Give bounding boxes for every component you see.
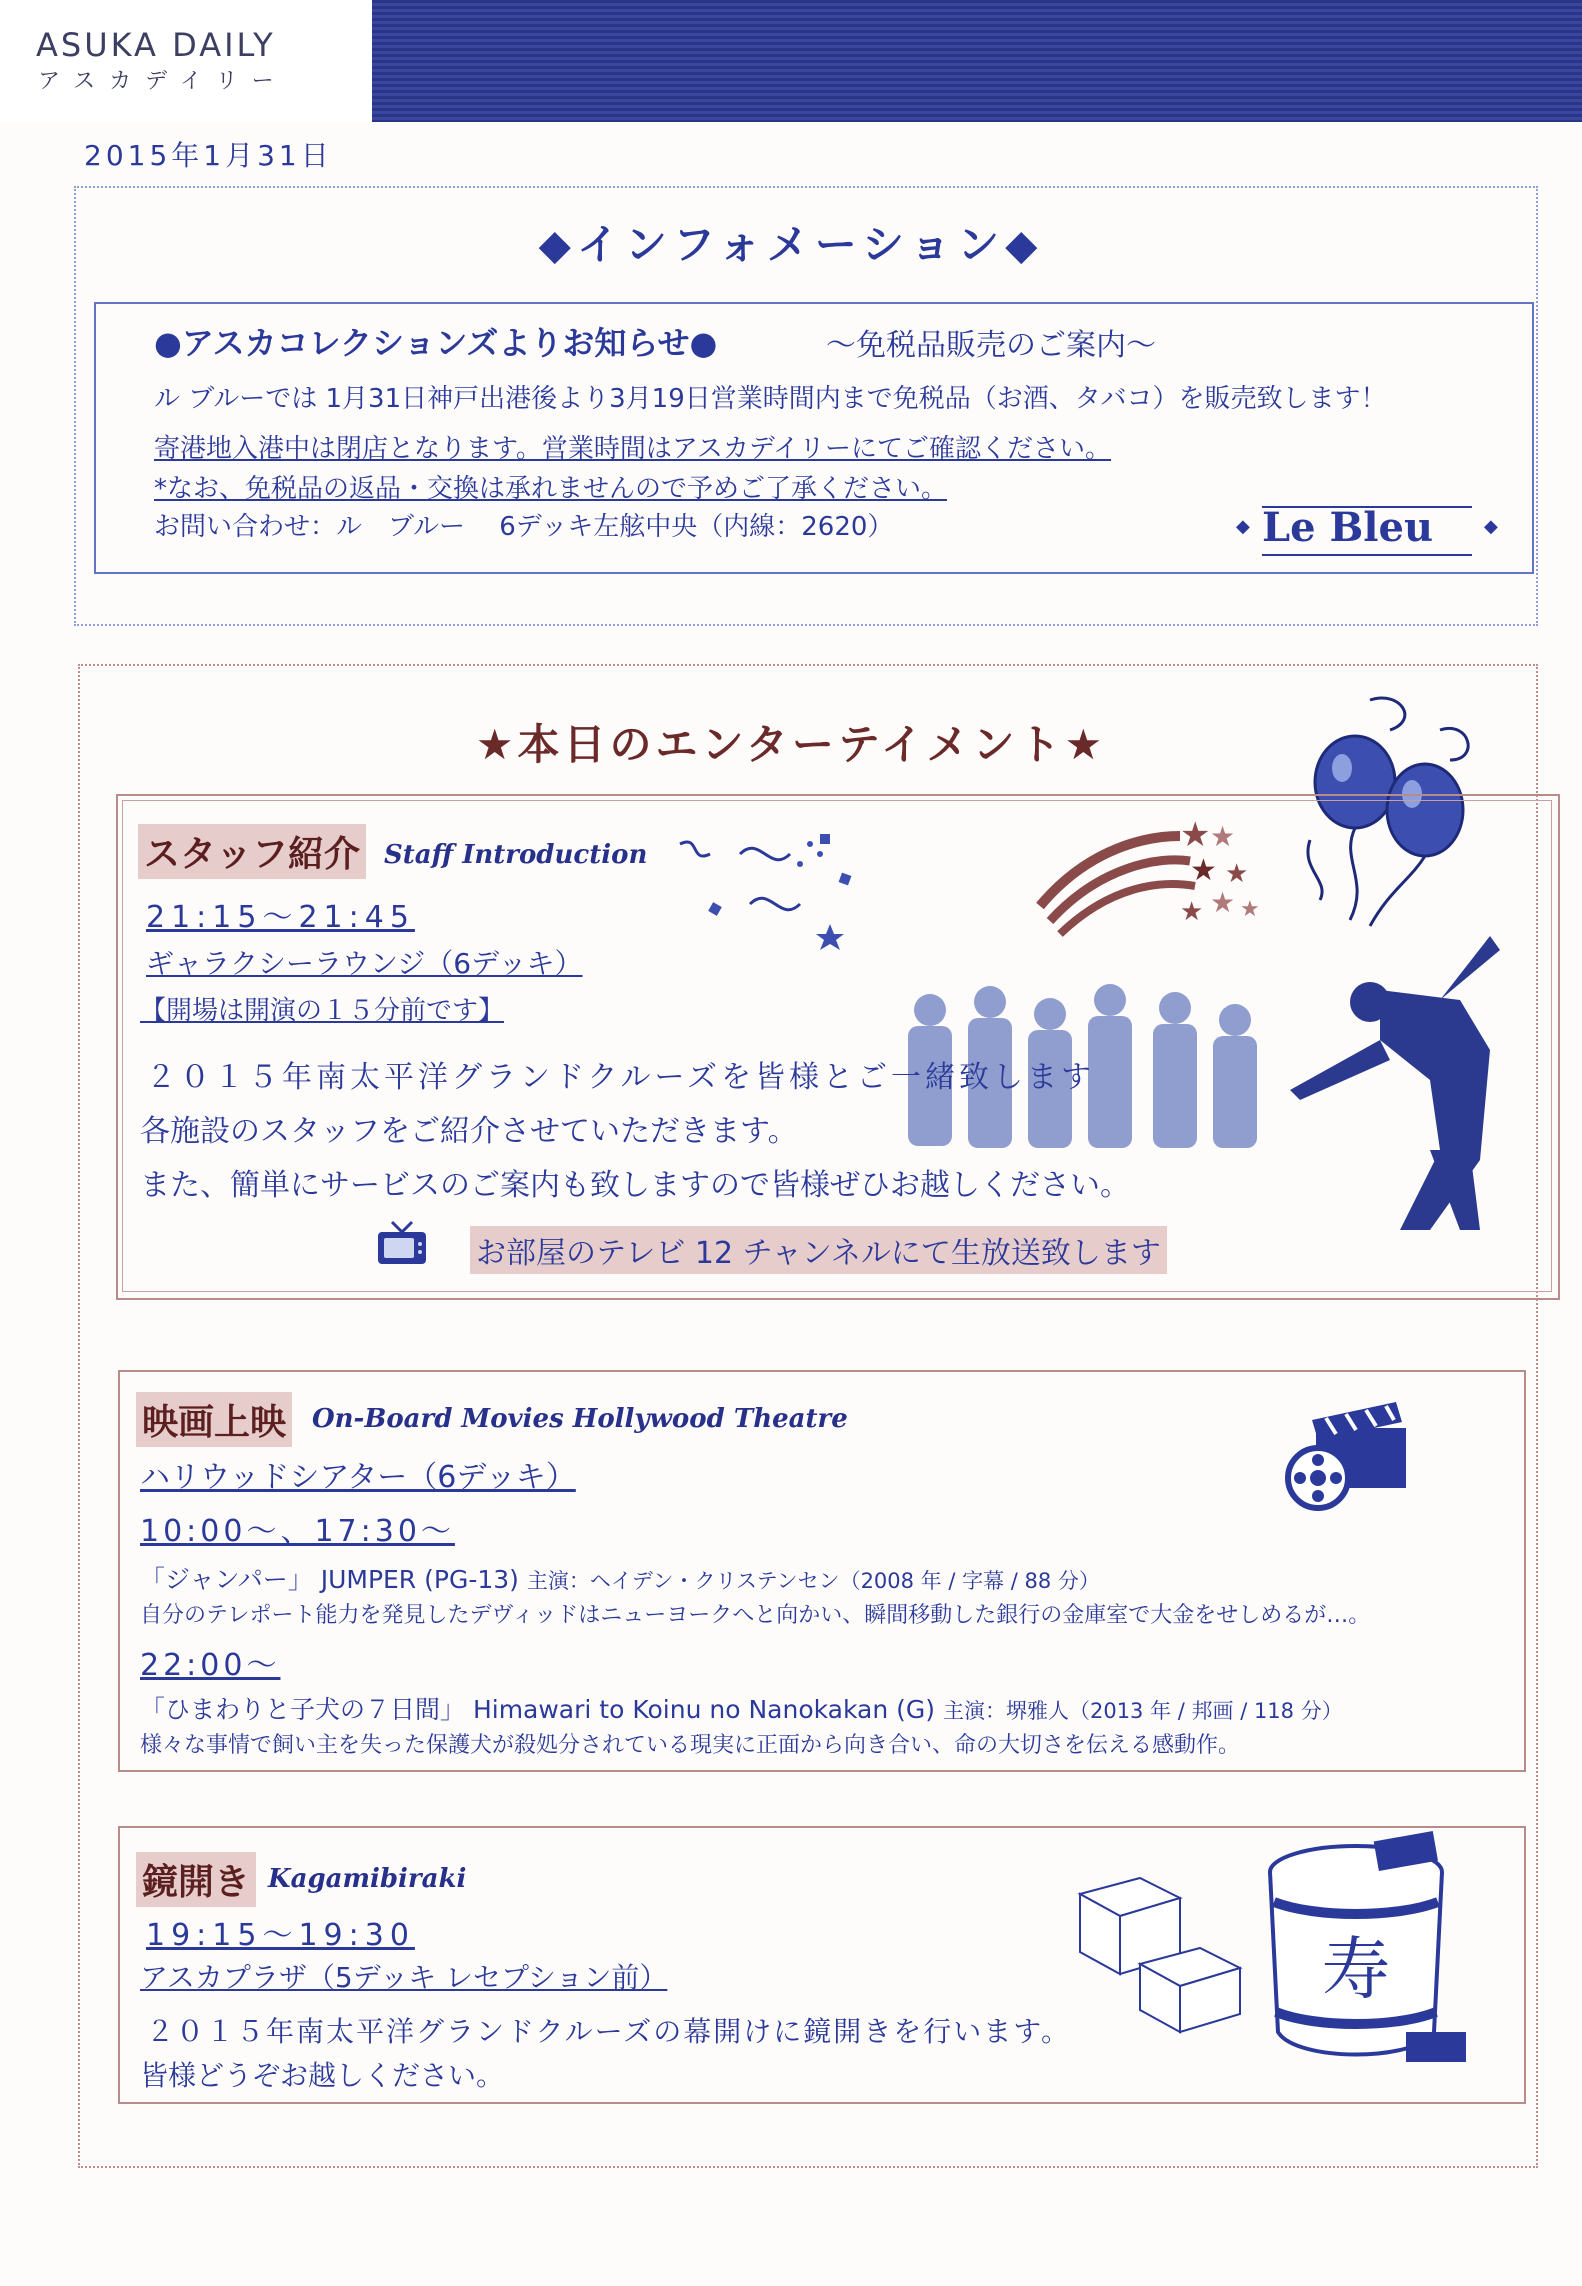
shooting-stars-illustration bbox=[1030, 816, 1260, 956]
movies-showtimes-1: 10:00～、17:30～ bbox=[140, 1514, 455, 1549]
svg-text:★: ★ bbox=[1180, 815, 1211, 855]
movies-venue: ハリウッドシアター（6デッキ） bbox=[140, 1460, 576, 1495]
entertainment-heading: ★本日のエンターテイメント★ bbox=[475, 720, 1107, 769]
notice-line-contact: お問い合わせ：ル ブルー 6デッキ左舷中央（内線：2620） bbox=[154, 512, 894, 542]
logo-rule-bottom bbox=[1262, 554, 1472, 556]
movie-2-cast: 主演：堺雅人（2013 年 / 邦画 / 118 分） bbox=[942, 1699, 1343, 1723]
information-heading: ◆インフォメーション◆ bbox=[538, 220, 1044, 269]
film-reel-clapper-icon bbox=[1276, 1398, 1416, 1514]
header-stripes bbox=[372, 0, 1582, 122]
movies-section-subtitle: On-Board Movies Hollywood Theatre bbox=[312, 1404, 848, 1434]
staff-description-2: 各施設のスタッフをご紹介させていただきます。 bbox=[140, 1114, 798, 1149]
brand-title-ja: アスカデイリー bbox=[38, 69, 288, 94]
movies-showtimes-2: 22:00～ bbox=[140, 1648, 281, 1683]
movie-2-description: 様々な事情で飼い主を失った保護犬が殺処分されている現実に正面から向き合い、命の大切さを伝える感動作。 bbox=[140, 1733, 1241, 1758]
movies-section-title: 映画上映 bbox=[136, 1392, 292, 1447]
movie-1-title bbox=[140, 1560, 1100, 1596]
kagami-section-title: 鏡開き bbox=[136, 1852, 256, 1907]
movie-1-title-text: 「ジャンパー」 JUMPER (PG-13) bbox=[140, 1565, 519, 1594]
issue-date: 2015年1月31日 bbox=[84, 139, 333, 172]
staff-description-3: また、簡単にサービスのご案内も致しますので皆様ぜひお越しください。 bbox=[140, 1168, 1130, 1203]
notice-title: ●アスカコレクションズよりお知らせ● bbox=[154, 324, 718, 362]
movie-2-title-text: 「ひまわりと子犬の７日間」 Himawari to Koinu no Nanokakan (G) bbox=[140, 1695, 936, 1724]
kagami-section-subtitle: Kagamibiraki bbox=[268, 1864, 467, 1894]
svg-text:★: ★ bbox=[1210, 820, 1236, 853]
notice-line-sales: ル ブルーでは 1月31日神戸出港後より3月19日営業時間内まで免税品（お酒、タバコ）を販売致します！ bbox=[154, 384, 1387, 414]
diamond-icon: ◆ bbox=[1236, 516, 1250, 537]
kagami-venue: アスカプラザ（5デッキ レセプション前） bbox=[140, 1961, 668, 1994]
masu-cups-illustration bbox=[1070, 1864, 1250, 2034]
diamond-icon: ◆ bbox=[1484, 516, 1498, 537]
kagami-description-2: 皆様どうぞお越しください。 bbox=[140, 2059, 505, 2092]
movie-1-description: 自分のテレポート能力を発見したデヴィッドはニューヨークへと向かい、瞬間移動した銀行の金庫室で大金をせしめるが…。 bbox=[140, 1603, 1371, 1628]
notice-subtitle: ～免税品販売のご案内～ bbox=[826, 328, 1156, 363]
svg-text:★: ★ bbox=[1180, 897, 1204, 927]
staff-section-title: スタッフ紹介 bbox=[138, 824, 366, 879]
svg-text:★: ★ bbox=[1225, 859, 1249, 889]
movie-2-title bbox=[140, 1690, 1343, 1726]
bowing-host-illustration bbox=[1280, 930, 1510, 1240]
kagami-description-1: ２０１５年南太平洋グランドクルーズの幕開けに鏡開きを行います。 bbox=[146, 2015, 1071, 2048]
movie-1-cast: 主演：ヘイデン・クリステンセン（2008 年 / 字幕 / 88 分） bbox=[526, 1569, 1100, 1593]
svg-text:★: ★ bbox=[1240, 897, 1260, 922]
svg-text:★: ★ bbox=[1210, 886, 1236, 919]
svg-text:★: ★ bbox=[1190, 853, 1217, 888]
notice-line-closed: 寄港地入港中は閉店となります。営業時間はアスカデイリーにてご確認ください。 bbox=[154, 434, 1112, 464]
tv-broadcast-note: お部屋のテレビ 12 チャンネルにて生放送致します bbox=[470, 1226, 1167, 1274]
staff-venue: ギャラクシーラウンジ（6デッキ） bbox=[146, 947, 583, 980]
staff-time: 21:15～21:45 bbox=[146, 900, 415, 935]
barrel-kotobuki-char: 寿 bbox=[1322, 1931, 1391, 2010]
staff-description-1: ２０１５年南太平洋グランドクルーズを皆様とご一緒致します bbox=[146, 1060, 1095, 1095]
staff-section-subtitle: Staff Introduction bbox=[384, 840, 648, 870]
tv-icon bbox=[374, 1218, 430, 1268]
confetti-illustration bbox=[670, 814, 880, 964]
kagami-time: 19:15～19:30 bbox=[146, 1918, 415, 1953]
staff-opening-note: 【開場は開演の１５分前です】 bbox=[140, 996, 505, 1026]
brand-title-en: ASUKA DAILY bbox=[36, 26, 276, 64]
notice-line-returns: *なお、免税品の返品・交換は承れませんので予めご了承ください。 bbox=[154, 474, 948, 504]
le-bleu-logo: Le Bleu bbox=[1262, 504, 1434, 551]
